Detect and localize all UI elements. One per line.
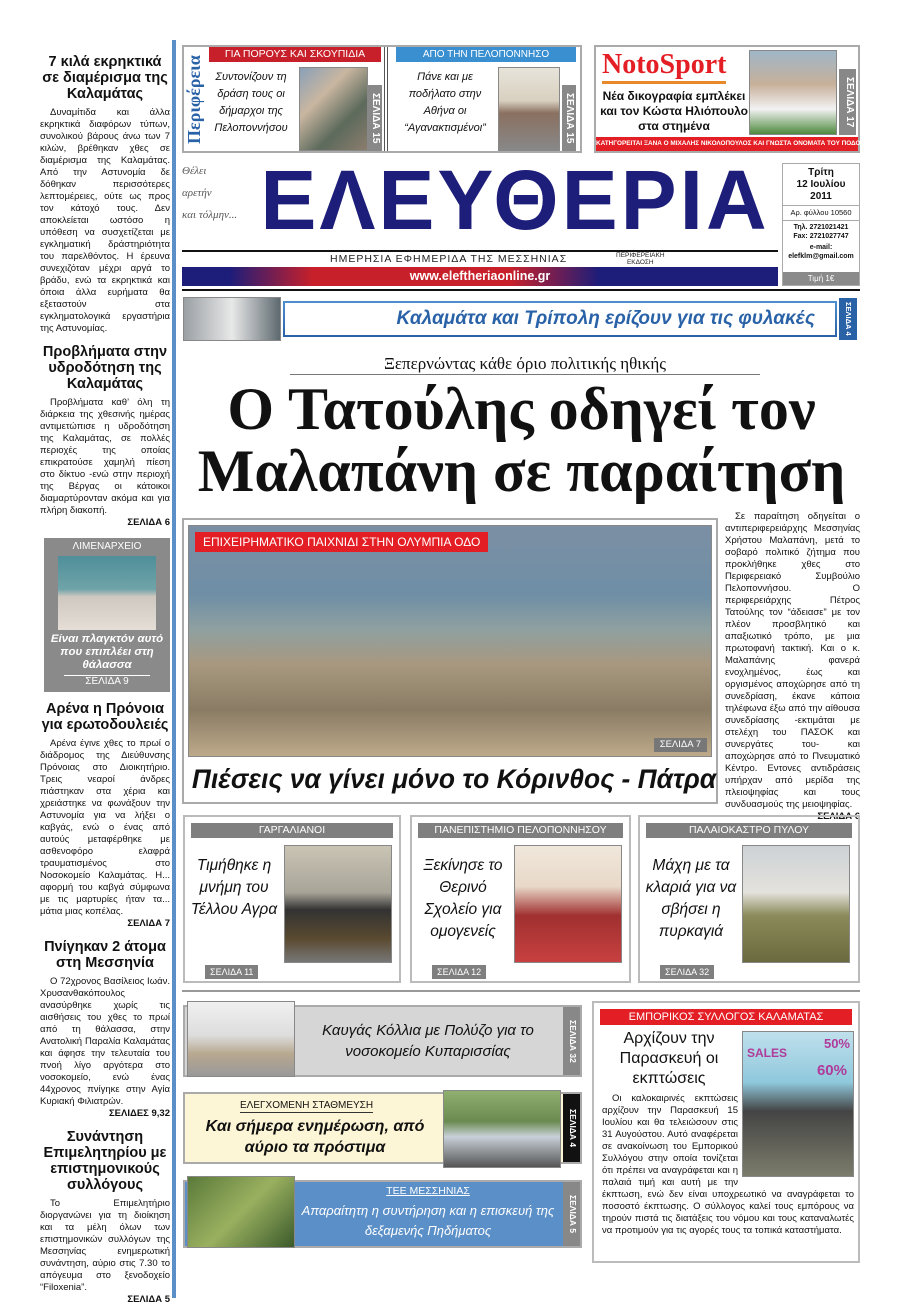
box-text: Ξεκίνησε το Θερινό Σχολείο για ομογενείς	[423, 857, 503, 940]
hospital-photo	[187, 1001, 295, 1077]
price: Τιμή 1€	[783, 272, 859, 285]
left-story-drowned	[40, 939, 170, 1120]
story-body: Δυναμίτιδα και άλλα εκρηκτικά διαφόρων τύπων, συνολικού βάρους άνω των 7 κιλών, βρέθηκαν χθες σε διαμέρισμα της Καλαμάτας. Από την Αστυνομία δε δόθηκαν περισσότερες λεπτομέρειες, ούτε ως προς τον κάτοχό τους. Δεν αποκλείεται ωστόσο η υπόθεση να συσχετίζεται με εγκληματική δράστηριότητα του παρελθόντος. Η έρευνα συνεχιζόταν μέχρι αργά το βράδυ, ενώ τα εκρηκτικά και όποια άλλα ευρήματα θα εξεταστούν στα εγκληματολογικά εργαστήρια της Αστυνομίας.	[40, 107, 170, 334]
box-title: Είναι πλαγκτόν αυτό που επιπλέει στη θάλασσα	[50, 633, 164, 671]
box-header: ΠΑΛΑΙΟΚΑΣΤΡΟ ΠΥΛΟΥ	[646, 823, 852, 838]
lead-text: Σε παραίτηση οδηγείται ο αντιπεριφερειάρχης Μεσσηνίας Χρήστου Μαλαπάνη, μετά το σοβαρό πολιτικό ζήτημα που προκλήθηκε χθες στο Περιφερειακό Συμβούλιο Πελοποννήσου. Ο περιφερειάρχης Πέτρος Τατούλης τον “άδειασε” με τον πλέον προσβλητικό και απαξιωτικό τρόπο, με μια πρωτοφανή τακτική. Και ο κ. Μαλαπάνης φανερά ενοχλημένος, έως και οργισμένος αποχώρησε από τη συνεδρίαση, έκανε κάποια τηλέφωνα έξω από την αίθουσα συνεδρίασης -εκτιμάται με στελέχη του ΠΑΣΟΚ και συνεργάτες του- και αποχώρησε από το Πνευματικό Κέντρο. Εντονες αντιδράσεις υπήρχαν από μερίδα της πλειοψηφίας και τους συνδυασμούς της μειοψηφίας.	[725, 511, 860, 810]
olympia-road-photo[interactable]	[188, 525, 712, 757]
date-year: 2011	[783, 191, 859, 206]
page-ref: ΣΕΛΙΔΑ 5	[127, 1294, 170, 1305]
date-box	[782, 163, 860, 286]
strip-text: Καυγάς Κόλλια με Πολύζο για το νοσοκομείο Κυπαρισσίας	[322, 1022, 534, 1060]
story-body: Το Επιμελητήριο διοργανώνει για τη διοίκηση και τα μέλη όλων των επιστημονικών συλλόγων της Μεσσηνίας ενημερωτική συνάντηση, αύριο στις 7.30 το απόγευμα στο ξενοδοχείο “Filoxenia”.	[40, 1198, 170, 1293]
banner-bar	[283, 301, 837, 337]
story-body: Αρένα έγινε χθες το πρωί ο διάδρομος της Διεύθυνσης Πρόνοιας στο Διοικητήριο. Τρεις νεαροί άνδρες πιάστηκαν στα χέρια και χρειάστηκε να φωνάξουν την Αστυνομία για να λήξει ο καβγάς, ενώ ο ένας από αυτούς μεταφέρθηκε με ασθενοφόρο ελαφρά τραυματισμένος στο Νοσοκομείο Καλαμάτας. Η... αφορμή του καβγά σύμφωνα με τις μαρτυρίες ήταν τα... μάτια μιας κοπέλας.	[40, 738, 170, 917]
left-column	[40, 54, 170, 1315]
prison-banner[interactable]	[183, 297, 860, 341]
story-title: Συνάντηση Επιμελητηρίου με επιστημονικούς συλλόγους	[43, 1129, 167, 1193]
ceremony-photo	[284, 845, 392, 963]
teaser-footer: ΚΑΤΗΓΟΡΕΙΤΑΙ ΞΑΝΑ Ο ΜΙΧΑΛΗΣ ΝΙΚΟΛΟΠΟΥΛΟΣ ΚΑΙ ΓΝΩΣΤΑ ΟΝΟΜΑΤΑ ΤΟΥ ΠΟΔΟΣΦΑΙΡΟΥ	[596, 137, 858, 151]
motto-line: Θέλει	[182, 165, 207, 177]
banner-text: Καλαμάτα και Τρίπολη ερίζουν για τις φυλακές	[285, 303, 835, 335]
story-body: Ο 72χρονος Βασίλειος Ιωάν. Χρυσανθακόπουλος ανασύρθηκε χωρίς τις αισθήσεις του χθες το πρωί από τη θάλασσα, στην Ανατολική Παραλία Καλαμάτας και άφησε την τελευταία του πνοή λίγο αργότερα στο νοσοκομείο, ενώ ένας 44χρονος πνίγηκε στην Αγία Κυριακή Φιλιατρών.	[40, 976, 170, 1107]
story-box[interactable]	[638, 815, 860, 983]
parking-photo	[443, 1090, 561, 1168]
newspaper-logo: ΕΛΕΥΘΕΡΙΑ	[260, 153, 770, 247]
notosport-logo: NotoSport	[602, 49, 726, 84]
prison-photo	[183, 297, 281, 341]
page-ref: ΣΕΛΙΔΑ 4	[563, 1094, 580, 1162]
sales-body-wrap	[602, 1093, 854, 1237]
photo-headline-wrap	[186, 759, 717, 799]
beach-photo	[58, 556, 156, 630]
website-bar[interactable]	[182, 267, 778, 286]
photo-caption: ΕΠΙΧΕΙΡΗΜΑΤΙΚΟ ΠΑΙΧΝΙΔΙ ΣΤΗΝ ΟΛΥΜΠΙΑ ΟΔΟ	[195, 532, 488, 552]
left-column-rule	[172, 40, 176, 1298]
page-ref: ΣΕΛΙΔΑ 11	[205, 965, 258, 979]
float-spacer	[738, 1093, 854, 1179]
teaser-header: ΓΙΑ ΠΟΡΟΥΣ ΚΑΙ ΣΚΟΥΠΙΔΙΑ	[209, 47, 381, 62]
motto-line: αρετήν	[182, 187, 212, 199]
divider	[384, 47, 388, 151]
teaser-text: Συντονίζουν τη δράση τους οι δήμαρχοι της Πελοποννήσου	[214, 71, 288, 134]
date-day: Τρίτη	[808, 167, 834, 178]
teaser-text: Νέα δικογραφία εμπλέκει και τον Κώστα Ηλιόπουλο στα στημένα	[600, 89, 748, 133]
story-title: 7 κιλά εκρηκτικά σε διαμέρισμα της Καλαμάτας	[42, 54, 168, 102]
parliament-photo	[498, 67, 560, 151]
issue-number: Αρ. φύλλου 10560	[783, 206, 859, 221]
strip-header: ΤΕΕ ΜΕΣΣΗΝΙΑΣ	[386, 1185, 470, 1197]
page-ref: ΣΕΛΙΔΑ 5	[563, 1182, 580, 1246]
strip-header: ΕΛΕΓΧΟΜΕΝΗ ΣΤΑΘΜΕΥΣΗ	[240, 1100, 374, 1111]
box-text: Τιμήθηκε η μνήμη του Τέλλου Αγρα	[190, 857, 278, 918]
sales-story[interactable]	[592, 1001, 860, 1263]
teaser-header: ΑΠΟ ΤΗΝ ΠΕΛΟΠΟΝΝΗΣΟ	[396, 47, 576, 62]
sales-header: ΕΜΠΟΡΙΚΟΣ ΣΥΛΛΟΓΟΣ ΚΑΛΑΜΑΤΑΣ	[600, 1009, 852, 1025]
page-ref: ΣΕΛΙΔΑ 9	[64, 675, 150, 688]
teaser-bike[interactable]	[394, 47, 578, 151]
story-body: Προβλήματα καθ’ όλη τη διάρκεια της χθεσινής ημέρας αντιμετώπισε η υδροδότηση της Καλαμάτας, σε πολλές περιοχές της οποίας επικρατούσε χαμηλή πίεση στο δίκτυο -ενώ στην περιοχή της Βέργας οι κάτοικοι διαμαρτύρονταν ακόμα και για πλήρη διακοπή.	[40, 397, 170, 516]
section-rule	[182, 990, 860, 992]
sales-body: Οι καλοκαιρινές εκπτώσεις αρχίζουν την Παρασκευή 15 Ιουλίου και θα τελειώσουν στις 31 Αυγούστου. Αυτό αναφέρεται σε ανακοίνωση του Εμπορικού Συλλόγου στην οποία τονίζεται ότι πρέπει να αναγράφεται και η παλαιά τιμή και αυτή με την έκπτωση, ενώ δεν είναι υποχρεωτικό να αναγράφεται το ποσοστό έκπτωσης. Ο σύλλογος καλεί τους εμπόρους να τηρούν πιστά τις διατάξεις του νόμου και τους καταναλωτές να προτιμούν για τις αγορές τους τα τοπικά καταστήματα.	[602, 1093, 854, 1236]
sales-sign: SALES	[747, 1046, 788, 1060]
summer-school-photo	[514, 845, 622, 963]
sales-sign: 50%	[823, 1036, 850, 1051]
story-title: Πνίγηκαν 2 άτομα στη Μεσσηνία	[44, 939, 166, 971]
edition-line: ΠΕΡΙΦΕΡΕΙΑΚΗ	[616, 252, 665, 259]
teaser-text: Πάνε και με ποδήλατο στην Αθήνα οι “Αγανακτισμένοι”	[404, 71, 486, 134]
lead-kicker: Ξεπερνώντας κάθε όριο πολιτικής ηθικής	[290, 354, 760, 375]
strip-text: Και σήμερα ενημέρωση, από αύριο τα πρόστιμα	[205, 1118, 425, 1156]
masthead-subtitle: ΗΜΕΡΗΣΙΑ ΕΦΗΜΕΡΙΔΑ ΤΗΣ ΜΕΣΣΗΝΙΑΣ	[330, 253, 568, 265]
page-ref: ΣΕΛΙΔΑ 15	[562, 85, 576, 151]
page-ref: ΣΕΛΙΔΕΣ 9,32	[108, 1108, 170, 1119]
sales-title: Αρχίζουν την Παρασκευή οι εκπτώσεις	[619, 1030, 719, 1087]
email: elefklm@gmail.com	[788, 253, 854, 260]
left-story-welfare	[40, 701, 170, 930]
motto-line: και τόλμην...	[182, 209, 238, 221]
box-header: ΛΙΜΕΝΑΡΧΕΙΟ	[72, 541, 142, 552]
sales-sign: 60%	[816, 1062, 847, 1079]
left-story-chamber	[40, 1129, 170, 1306]
lead-body	[725, 511, 860, 823]
page-ref: ΣΕΛΙΔΑ 12	[432, 965, 486, 979]
photo-headline: Πιέσεις να γίνει μόνο το Κόρινθος - Πάτρα	[191, 764, 717, 794]
date-date: 12 Ιουλίου	[796, 179, 846, 190]
website-url[interactable]: www.eleftheriaonline.gr	[409, 269, 551, 283]
strip-text: Απαραίτητη η συντήρηση και η επισκευή της δεξαμενής Πηδήματος	[301, 1203, 555, 1238]
left-story-explosives	[40, 54, 170, 335]
edition-label	[616, 252, 665, 266]
wildfire-photo	[742, 845, 850, 963]
fax: Fax: 2721027747	[793, 233, 849, 240]
page-ref: ΣΕΛΙΔΑ 7	[127, 918, 170, 929]
lead-headline	[183, 378, 860, 504]
page-ref: ΣΕΛΙΔΑ 6	[817, 811, 860, 822]
page-ref: ΣΕΛΙΔΑ 32	[660, 965, 714, 979]
teaser-waste[interactable]	[206, 47, 382, 151]
headline-line: Ο Τατούλης οδηγεί τον	[227, 376, 816, 442]
box-text: Μάχη με τα κλαριά για να σβήσει η πυρκαγιά	[645, 857, 737, 940]
page-ref: ΣΕΛΙΔΑ 15	[368, 85, 382, 151]
page-ref: ΣΕΛΙΔΑ 32	[563, 1007, 580, 1075]
box-header: ΓΑΡΓΑΛΙΑΝΟΙ	[191, 823, 393, 838]
masthead-rule	[182, 250, 778, 252]
garbage-photo	[299, 67, 368, 151]
player-photo	[749, 50, 837, 135]
headline-line: Μαλαπάνη σε παραίτηση	[197, 438, 846, 504]
masthead-bottom-rule	[182, 289, 860, 291]
story-box[interactable]	[183, 815, 401, 983]
page-ref: ΣΕΛΙΔΑ 17	[839, 69, 856, 135]
box-header: ΠΑΝΕΠΙΣΤΗΜΙΟ ΠΕΛΟΠΟΝΝΗΣΟΥ	[418, 823, 623, 838]
strip-parking[interactable]	[183, 1092, 582, 1164]
story-box[interactable]	[410, 815, 631, 983]
phone: Τηλ. 2721021421	[793, 224, 849, 231]
page-ref: ΣΕΛΙΔΑ 6	[127, 517, 170, 528]
reservoir-photo	[187, 1176, 295, 1248]
page-ref: ΣΕΛΙΔΑ 7	[654, 738, 707, 752]
section-label: Περιφέρεια	[184, 55, 204, 145]
left-box-port[interactable]	[44, 538, 170, 692]
story-title: Προβλήματα στην υδροδότηση της Καλαμάτας	[42, 344, 168, 392]
newspaper-logo-wrap	[252, 152, 778, 248]
story-title: Αρένα η Πρόνοια για ερωτοδουλειές	[41, 701, 169, 733]
email-label: e-mail:	[809, 244, 833, 251]
motto	[182, 160, 252, 226]
page-ref: ΣΕΛΙΔΑ 4	[839, 298, 857, 340]
strip-reservoir[interactable]	[183, 1180, 582, 1248]
left-story-water	[40, 344, 170, 529]
edition-line: ΕΚΔΟΣΗ	[626, 259, 654, 266]
notosport-teaser[interactable]	[594, 45, 890, 153]
strip-hospital[interactable]	[183, 1005, 582, 1077]
